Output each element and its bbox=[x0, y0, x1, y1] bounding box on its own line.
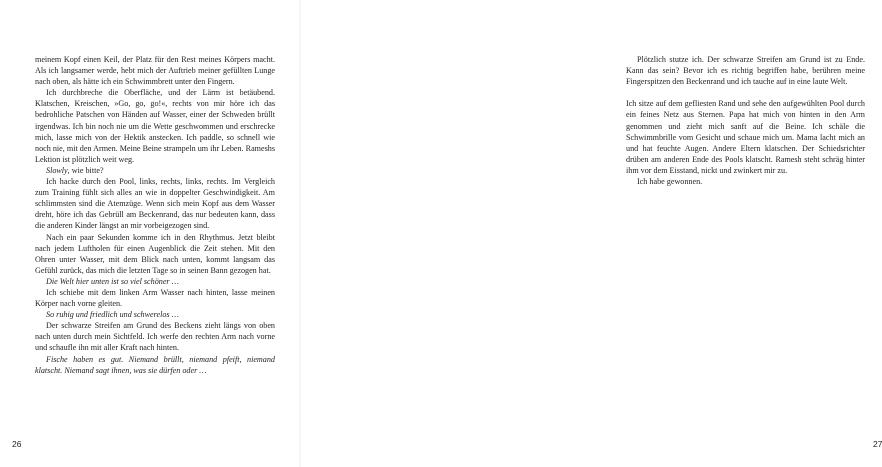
body-text: meinem Kopf einen Keil, der Platz für den Rest meines Körpers macht. Als ich langsamer werde, hebt mich der Auftrieb meiner gefüllten Lunge nach oben, als hätte ich ein Schwimmbrett unter den Fingern. bbox=[35, 55, 275, 87]
body-text: Ich habe gewonnen. bbox=[637, 177, 703, 187]
italic-text: Slowly bbox=[46, 165, 68, 175]
page-number: 27 bbox=[873, 439, 882, 449]
body-text: Ich hacke durch den Pool, links, rechts, links, rechts. Im Vergleich zum Training fühlt sich alles an wie in doppelter Geschwindigkeit. Am schlimmsten sind die Atemzüge. Wenn sich mein Kopf aus dem Wasser dreht, höre ich das Gebrüll am Beckenrand, das nur bedeuten kann, dass die anderen Kinder längst an mir vorbeigezogen sind. bbox=[35, 177, 275, 231]
italic-text: Die Welt hier unten ist so viel schöner … bbox=[46, 276, 179, 286]
paragraph bbox=[35, 276, 275, 287]
right-page bbox=[300, 0, 882, 467]
paragraph bbox=[35, 232, 275, 276]
paragraph bbox=[35, 287, 275, 309]
italic-text: So ruhig und friedlich und schwerelos … bbox=[46, 310, 179, 320]
paragraph bbox=[35, 87, 275, 165]
paragraph bbox=[35, 309, 275, 320]
body-text: Ich schiebe mit dem linken Arm Wasser nach hinten, lasse meinen Körper nach vorne gleiten. bbox=[35, 287, 275, 309]
paragraph bbox=[35, 54, 275, 87]
paragraph bbox=[626, 176, 865, 187]
right-page-text bbox=[626, 54, 865, 187]
paragraph bbox=[626, 87, 865, 98]
paragraph bbox=[35, 354, 275, 376]
paragraph bbox=[626, 54, 865, 87]
body-text: Der schwarze Streifen am Grund des Beckens zieht längs von oben nach unten durch mein Sichtfeld. Ich werfe den rechten Arm nach vorne und schaufle ihn mit aller Kraft nach hinten. bbox=[35, 321, 275, 353]
body-text: Plötzlich stutze ich. Der schwarze Streifen am Grund ist zu Ende. Kann das sein? Bevor ich es richtig begriffen habe, berühren meine Fingerspitzen den Beckenrand und ich tauche auf in eine laute Welt. bbox=[626, 55, 865, 87]
paragraph bbox=[35, 320, 275, 353]
paragraph bbox=[626, 98, 865, 176]
body-text: , wie bitte? bbox=[67, 165, 104, 175]
body-text: Ich sitze auf dem gefliesten Rand und sehe den aufgewühlten Pool durch ein feines Netz aus Sternen. Papa hat mich von hinten in den Arm genommen und zieht mich sanft auf die Beine. Ich schäle die Schwimmbrille vom Gesicht und schaue mich um. Mama lacht mich an und hat feuchte Augen. Andere Eltern klatschen. Der Schiedsrichter drüben am anderen Ende des Pools klatscht. Ramesh steht schräg hinter ihm vor dem Eisstand, nickt und zwinkert mir zu. bbox=[626, 99, 865, 175]
body-text: Ich durchbreche die Oberfläche, und der Lärm ist betäubend. Klatschen, Kreischen, »Go, go, go!«, rechts von mir höre ich das bedrohliche Patschen von Händen auf Wasser, einer der Schweden brüllt irgendwas. Ich bin noch nie um die Wette geschwommen und erschrecke mich, lasse mich von der Hektik anstecken. Ich paddle, so schnell wie noch nie, mit den Armen. Meine Beine strampeln um ihr Leben. Rameshs Lektion ist plötzlich weit weg. bbox=[35, 88, 275, 164]
page-number: 26 bbox=[12, 439, 22, 449]
left-page bbox=[0, 0, 300, 467]
body-text: Nach ein paar Sekunden komme ich in den Rhythmus. Jetzt bleibt nach jedem Luftholen für einen Augenblick die Zeit stehen. Mit den Ohren unter Wasser, mit dem Blick nach unten, kommt langsam das Gefühl zurück, das mich die letzten Tage so in seinen Bann gezogen hat. bbox=[35, 232, 275, 275]
italic-text: Fische haben es gut. Niemand brüllt, niemand pfeift, niemand klatscht. Niemand sagt ihnen, was sie dürfen oder … bbox=[35, 354, 275, 375]
paragraph bbox=[35, 165, 275, 176]
left-page-text bbox=[35, 54, 275, 376]
paragraph bbox=[35, 176, 275, 231]
